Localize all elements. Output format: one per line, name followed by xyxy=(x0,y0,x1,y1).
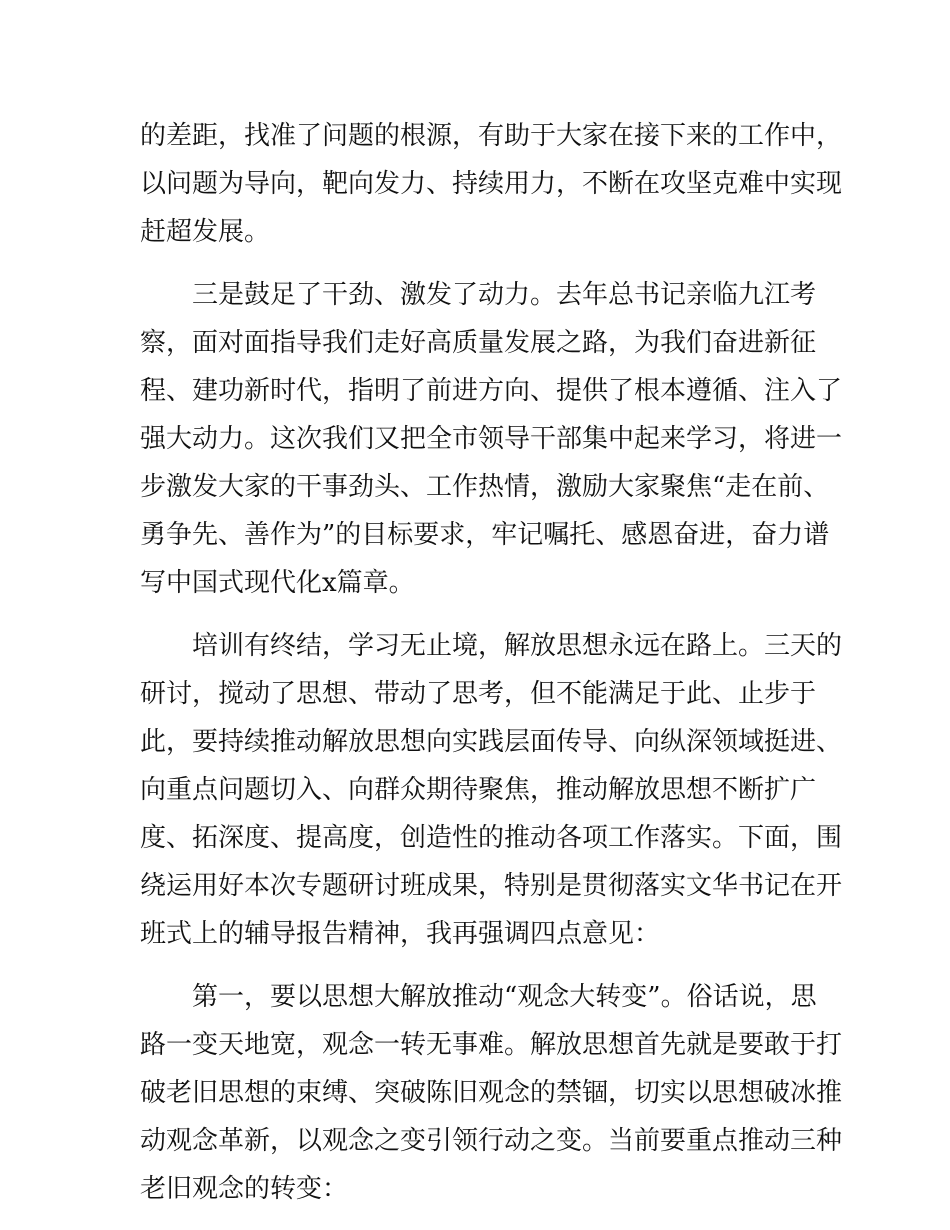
text-line: 度、拓深度、提高度，创造性的推动各项工作落实。下面，围 xyxy=(140,823,843,853)
text-line: 动观念革新，以观念之变引领行动之变。当前要重点推动三种 xyxy=(140,1126,843,1156)
text-line: 培训有终结，学习无止境，解放思想永远在路上。三天的 xyxy=(140,631,843,661)
document-page xyxy=(140,112,843,1228)
text-line: 老旧观念的转变： xyxy=(140,1174,349,1204)
paragraph-4 xyxy=(140,973,843,1213)
text-line: 赶超发展。 xyxy=(140,217,271,247)
text-line: 路一变天地宽，观念一转无事难。解放思想首先就是要敢于打 xyxy=(140,1030,843,1060)
text-line: 的差距，找准了问题的根源，有助于大家在接下来的工作中， xyxy=(140,121,843,151)
text-line: 勇争先、善作为”的目标要求，牢记嘱托、感恩奋进，奋力谱 xyxy=(140,520,830,550)
text-line: 第一，要以思想大解放推动“观念大转变”。俗话说，思 xyxy=(140,982,817,1012)
text-line: 步激发大家的干事劲头、工作热情，激励大家聚焦“走在前、 xyxy=(140,472,830,502)
text-line: 以问题为导向，靶向发力、持续用力，不断在攻坚克难中实现 xyxy=(140,169,843,199)
paragraph-3 xyxy=(140,622,843,958)
text-line: 写中国式现代化x篇章。 xyxy=(140,568,415,598)
text-line: 研讨，搅动了思想、带动了思考，但不能满足于此、止步于 xyxy=(140,679,817,709)
text-line: 三是鼓足了干劲、激发了动力。去年总书记亲临九江考 xyxy=(140,280,817,310)
text-line: 察，面对面指导我们走好高质量发展之路，为我们奋进新征 xyxy=(140,328,817,358)
text-line: 破老旧思想的束缚、突破陈旧观念的禁锢，切实以思想破冰推 xyxy=(140,1078,843,1108)
text-line: 班式上的辅导报告精神，我再强调四点意见： xyxy=(140,919,661,949)
text-line: 强大动力。这次我们又把全市领导干部集中起来学习，将进一 xyxy=(140,424,843,454)
text-line: 程、建功新时代，指明了前进方向、提供了根本遵循、注入了 xyxy=(140,376,843,406)
paragraph-1 xyxy=(140,112,843,256)
text-line: 向重点问题切入、向群众期待聚焦，推动解放思想不断扩广 xyxy=(140,775,817,805)
text-line: 绕运用好本次专题研讨班成果，特别是贯彻落实文华书记在开 xyxy=(140,871,843,901)
paragraph-2 xyxy=(140,271,843,607)
text-line: 此，要持续推动解放思想向实践层面传导、向纵深领域挺进、 xyxy=(140,727,843,757)
